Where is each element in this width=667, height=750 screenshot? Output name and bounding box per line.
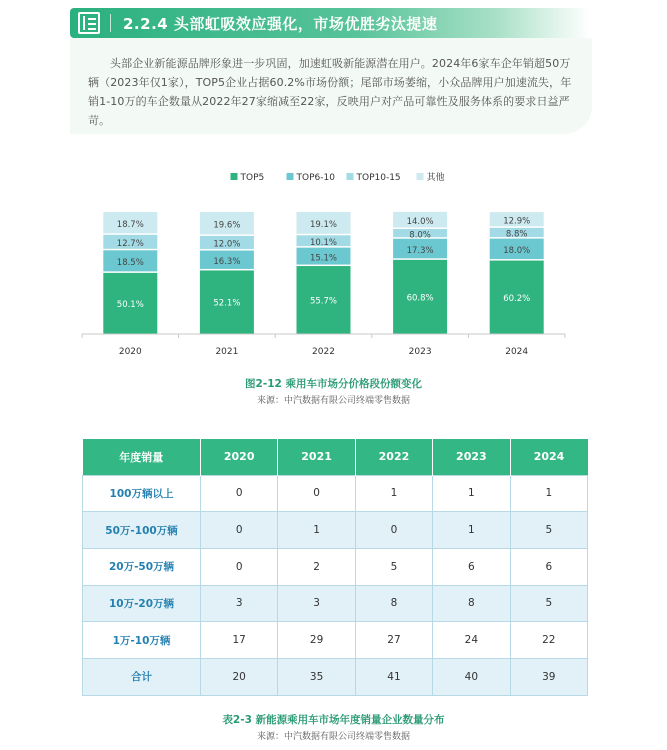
value-cell: 41 [355,658,432,695]
x-tick-label: 2021 [215,347,239,357]
value-cell: 22 [510,622,587,659]
legend-swatch [417,173,424,180]
table-row [83,475,588,512]
header-cell-label: 年度销量 [83,439,201,475]
legend-swatch [231,173,238,180]
legend-label: TOP6-10 [296,173,335,183]
value-cell: 1 [278,512,355,549]
data-label: 8.0% [409,230,431,241]
data-label: 12.7% [116,239,144,250]
x-tick-label: 2023 [408,347,432,357]
sales-distribution-table [82,439,588,696]
legend-label: 其他 [426,173,445,183]
data-label: 12.9% [503,216,531,227]
header-cell-year: 2020 [201,439,278,475]
data-label: 17.3% [406,245,434,256]
value-cell: 8 [433,585,510,622]
row-label-cell: 50万-100万辆 [83,512,201,549]
value-cell: 8 [355,585,432,622]
table-row [83,548,588,585]
data-label: 10.1% [309,237,338,248]
document-icon [78,12,100,34]
table-row [83,585,588,622]
row-label-cell: 1万-10万辆 [83,622,201,659]
data-label: 16.3% [213,256,241,267]
value-cell: 1 [433,475,510,512]
value-cell: 1 [433,512,510,549]
data-label: 18.5% [116,258,144,269]
value-cell: 5 [510,585,587,622]
value-cell: 39 [510,658,587,695]
value-cell: 0 [201,475,278,512]
intro-paragraph: 头部企业新能源品牌形象进一步巩固，加速虹吸新能源潜在用户。2024年6家车企年销超50万辆（2023年仅1家），TOP5企业占据60.2%市场份额；尾部市场萎缩，小众品牌用户加速流失，年销1-10万的车企数量从2022年27家缩减至22家，反映用户对产品可靠性及服务体系的要求日益严苛。 [88,57,572,127]
value-cell: 29 [278,622,355,659]
data-label: 19.6% [213,220,241,231]
value-cell: 0 [201,548,278,585]
header-cell-year: 2024 [510,439,587,475]
table-row [83,512,588,549]
row-label-cell: 合计 [83,658,201,695]
value-cell: 35 [278,658,355,695]
value-cell: 0 [201,512,278,549]
table-body [83,475,588,695]
table-caption: 表2-3 新能源乘用车市场年度销量企业数量分布 [222,714,445,726]
row-label-cell: 20万-50万辆 [83,548,201,585]
data-label: 52.1% [213,298,241,309]
x-tick-label: 2020 [118,347,142,357]
table-source: 来源：中汽数据有限公司终端零售数据 [256,732,410,742]
header-divider [110,14,111,32]
value-cell: 0 [278,475,355,512]
value-cell: 1 [355,475,432,512]
value-cell: 5 [510,512,587,549]
stacked-bar-chart [0,160,667,370]
data-label: 60.8% [406,293,434,304]
data-label: 15.1% [309,253,338,264]
header-cell-year: 2023 [433,439,510,475]
value-cell: 5 [355,548,432,585]
data-label: 60.2% [503,293,531,304]
legend-label: TOP5 [240,173,265,183]
value-cell: 3 [201,585,278,622]
data-label: 55.7% [309,296,338,307]
section-title: 2.2.4 头部虹吸效应强化，市场优胜劣汰提速 [123,14,438,33]
value-cell: 6 [510,548,587,585]
legend-label: TOP10-15 [356,173,401,183]
data-label: 14.0% [406,216,434,227]
chart-source: 来源：中汽数据有限公司终端零售数据 [256,396,410,406]
value-cell: 20 [201,658,278,695]
table-row [83,658,588,695]
table-row [83,622,588,659]
value-cell: 24 [433,622,510,659]
value-cell: 2 [278,548,355,585]
value-cell: 6 [433,548,510,585]
value-cell: 17 [201,622,278,659]
data-label: 18.0% [503,246,531,257]
data-label: 19.1% [309,220,338,231]
header-cell-year: 2022 [355,439,432,475]
value-cell: 40 [433,658,510,695]
section-header [70,8,590,38]
data-label: 50.1% [116,299,144,310]
data-label: 18.7% [116,219,144,230]
value-cell: 27 [355,622,432,659]
legend-swatch [347,173,354,180]
header-cell-year: 2021 [278,439,355,475]
legend-swatch [287,173,294,180]
x-tick-label: 2022 [312,347,335,357]
row-label-cell: 10万-20万辆 [83,585,201,622]
value-cell: 0 [355,512,432,549]
table-header-row [83,439,588,475]
row-label-cell: 100万辆以上 [83,475,201,512]
data-label: 12.0% [213,239,241,250]
chart-caption: 图2-12 乘用车市场分价格段份额变化 [245,378,422,390]
x-tick-label: 2024 [505,347,529,357]
value-cell: 3 [278,585,355,622]
data-label: 8.8% [505,229,528,240]
value-cell: 1 [510,475,587,512]
intro-box [70,38,592,134]
